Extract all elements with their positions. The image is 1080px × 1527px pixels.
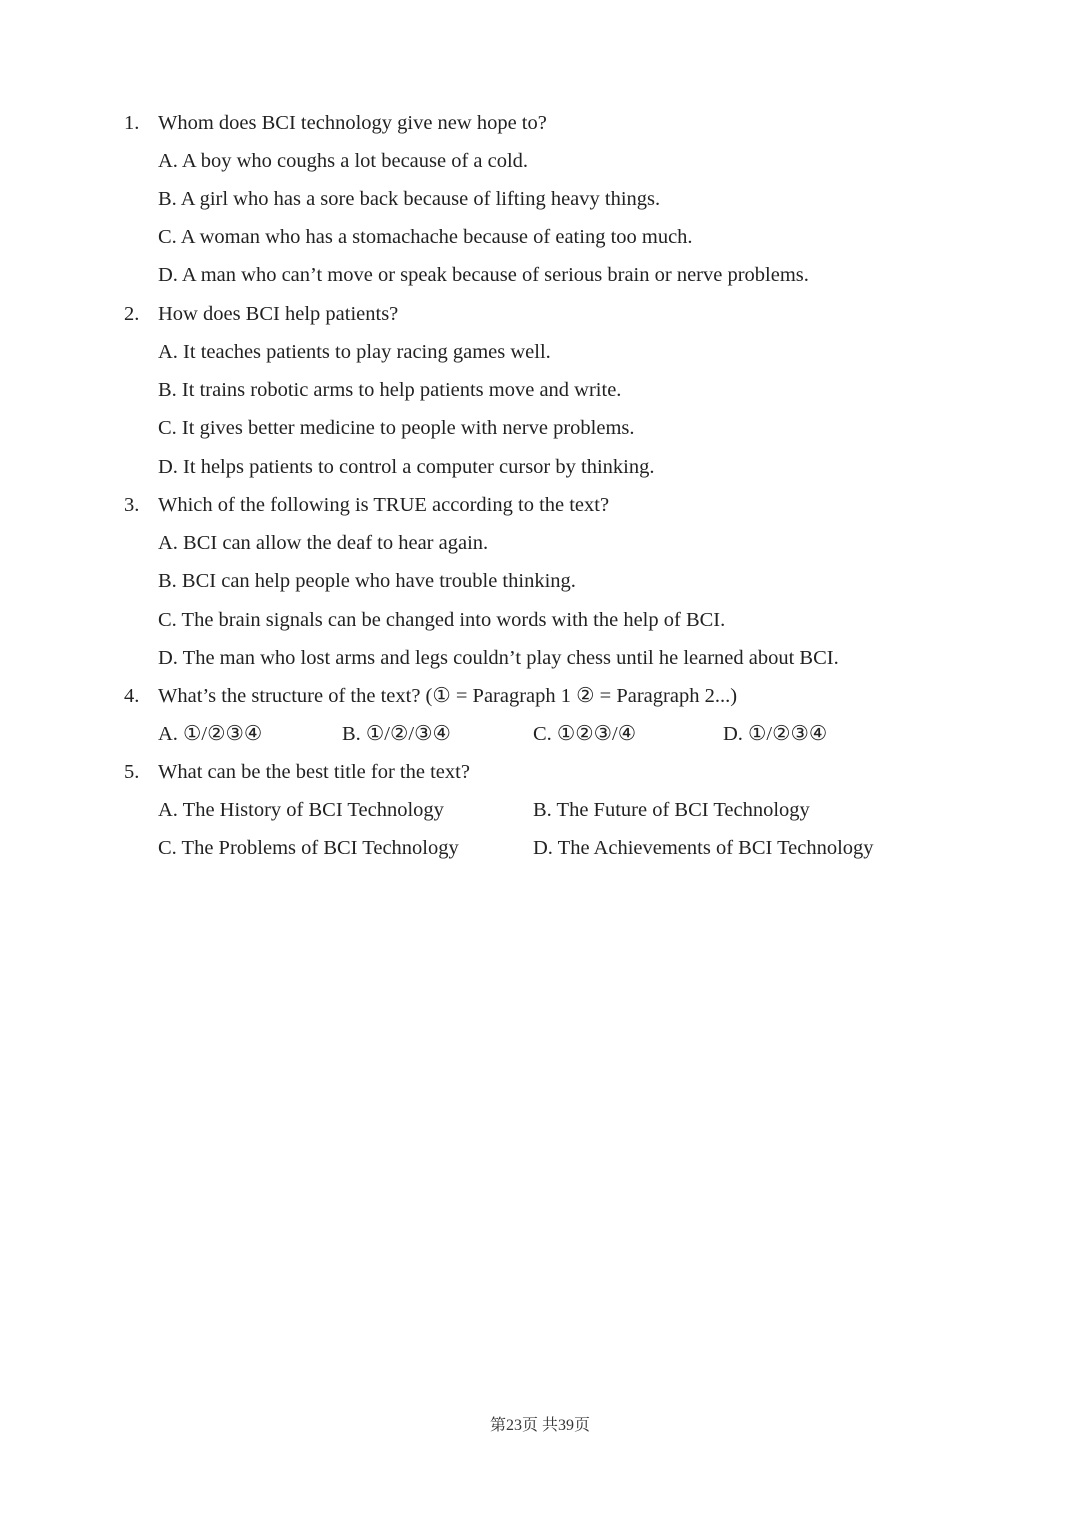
question-stem: Whom does BCI technology give new hope to? (158, 112, 547, 134)
question-stem: What’s the structure of the text? (① = Paragraph 1 ② = Paragraph 2...) (158, 685, 738, 707)
option-d: D. It helps patients to control a computer cursor by thinking. (158, 456, 655, 478)
question-stem: How does BCI help patients? (158, 303, 399, 325)
option-c: C. A woman who has a stomachache because of eating too much. (158, 226, 693, 248)
option-b: B. It trains robotic arms to help patients move and write. (158, 379, 622, 401)
option-a: A. ①/②③④ (158, 723, 263, 745)
option-c: C. The brain signals can be changed into words with the help of BCI. (158, 609, 726, 631)
option-d: D. The Achievements of BCI Technology (533, 837, 874, 859)
option-d: D. ①/②③④ (723, 723, 828, 745)
option-c: C. The Problems of BCI Technology (158, 837, 459, 859)
option-c: C. ①②③/④ (533, 723, 637, 745)
question-number: 5. (124, 761, 140, 783)
option-c: C. It gives better medicine to people with nerve problems. (158, 417, 635, 439)
question-number: 1. (124, 112, 140, 134)
option-b: B. The Future of BCI Technology (533, 799, 810, 821)
question-number: 3. (124, 494, 140, 516)
page-number-footer: 第23页 共39页 (489, 1417, 590, 1434)
option-a: A. It teaches patients to play racing games well. (158, 341, 551, 363)
question-stem: Which of the following is TRUE according to the text? (158, 494, 610, 516)
option-a: A. A boy who coughs a lot because of a cold. (158, 150, 529, 172)
option-d: D. A man who can’t move or speak because of serious brain or nerve problems. (158, 264, 809, 286)
option-b: B. A girl who has a sore back because of lifting heavy things. (158, 188, 661, 210)
option-a: A. BCI can allow the deaf to hear again. (158, 532, 489, 554)
question-number: 4. (124, 685, 140, 707)
question-stem: What can be the best title for the text? (158, 761, 470, 783)
question-number: 2. (124, 303, 140, 325)
option-b: B. BCI can help people who have trouble thinking. (158, 570, 576, 592)
option-a: A. The History of BCI Technology (158, 799, 444, 821)
option-b: B. ①/②/③④ (342, 723, 451, 745)
option-d: D. The man who lost arms and legs couldn’t play chess until he learned about BCI. (158, 647, 839, 669)
